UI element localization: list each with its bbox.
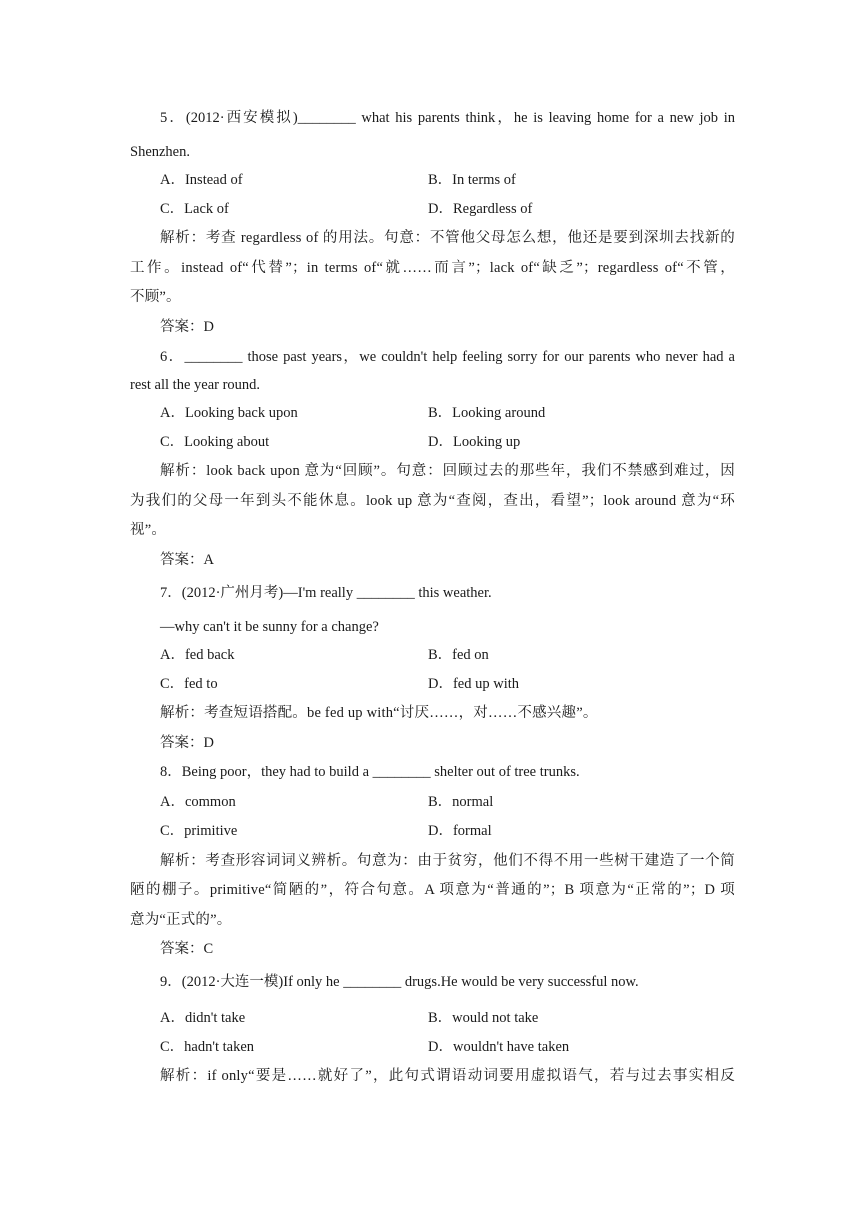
option-d: D．formal [428,823,492,839]
option-a: A．didn't take [160,1010,246,1026]
option-row [160,1037,735,1057]
question-stem: Shenzhen. [130,144,190,160]
option-row [160,1008,735,1028]
option-b: B．Looking around [428,405,546,421]
question-stem: 6．________ those past years，we couldn't help feeling sorry for our parents who never had a [160,349,735,365]
option-c: C．fed to [160,676,218,692]
analysis-text: 意为“正式的”。 [130,912,232,928]
option-c: C．Lack of [160,201,229,217]
option-row [160,674,735,694]
analysis-text: 解析：if only“要是……就好了”，此句式谓语动词要用虚拟语气，若与过去事实相反 [160,1068,735,1084]
analysis-text: 为我们的父母一年到头不能休息。look up 意为“查阅，查出，看望”；look around 意为“环 [130,493,735,509]
answer-text: 答案：D [160,319,214,335]
analysis-text: 不顾”。 [130,289,181,305]
option-a: A．Instead of [160,172,243,188]
option-b: B．normal [428,794,494,810]
option-d: D．Regardless of [428,201,533,217]
answer-text: 答案：A [160,552,214,568]
question-stem: 9．(2012·大连一模)If only he ________ drugs.He would be very successful now. [160,974,639,990]
option-d: D．wouldn't have taken [428,1039,570,1055]
option-row [160,170,735,190]
option-row [160,199,735,219]
question-stem: 7．(2012·广州月考)—I'm really ________ this weather. [160,585,492,601]
option-b: B．In terms of [428,172,516,188]
option-c: C．hadn't taken [160,1039,255,1055]
analysis-text: 解析：look back upon 意为“回顾”。句意：回顾过去的那些年，我们不禁感到难过，因 [160,463,735,479]
option-a: A．fed back [160,647,235,663]
question-stem: rest all the year round. [130,377,261,393]
answer-text: 答案：D [160,735,214,751]
option-a: A．Looking back upon [160,405,298,421]
question-stem: 8．Being poor，they had to build a ________ shelter out of tree trunks. [160,764,580,780]
option-c: C．primitive [160,823,238,839]
option-d: D．fed up with [428,676,520,692]
option-row [160,792,735,812]
option-c: C．Looking about [160,434,270,450]
answer-text: 答案：C [160,941,214,957]
option-a: A．common [160,794,236,810]
option-b: B．fed on [428,647,489,663]
option-row [160,432,735,452]
option-row [160,403,735,423]
analysis-text: 解析：考查短语搭配。be fed up with“讨厌……，对……不感兴趣”。 [160,705,598,721]
analysis-text: 解析：考查 regardless of 的用法。句意：不管他父母怎么想，他还是要到深圳去找新的 [160,230,735,246]
question-stem: 5．(2012·西安模拟)________ what his parents think，he is leaving home for a new job in [160,110,735,126]
question-stem: —why can't it be sunny for a change? [160,619,379,635]
analysis-text: 解析：考查形容词词义辨析。句意为：由于贫穷，他们不得不用一些树干建造了一个简 [160,853,735,869]
option-b: B．would not take [428,1010,539,1026]
analysis-text: 工作。instead of“代替”；in terms of“就……而言”；lack of“缺乏”；regardless of“不管， [130,260,735,276]
analysis-text: 视”。 [130,522,167,538]
option-row [160,645,735,665]
option-row [160,821,735,841]
analysis-text: 陋的棚子。primitive“简陋的”，符合句意。A 项意为“普通的”；B 项意为“正常的”；D 项 [130,882,735,898]
option-d: D．Looking up [428,434,521,450]
